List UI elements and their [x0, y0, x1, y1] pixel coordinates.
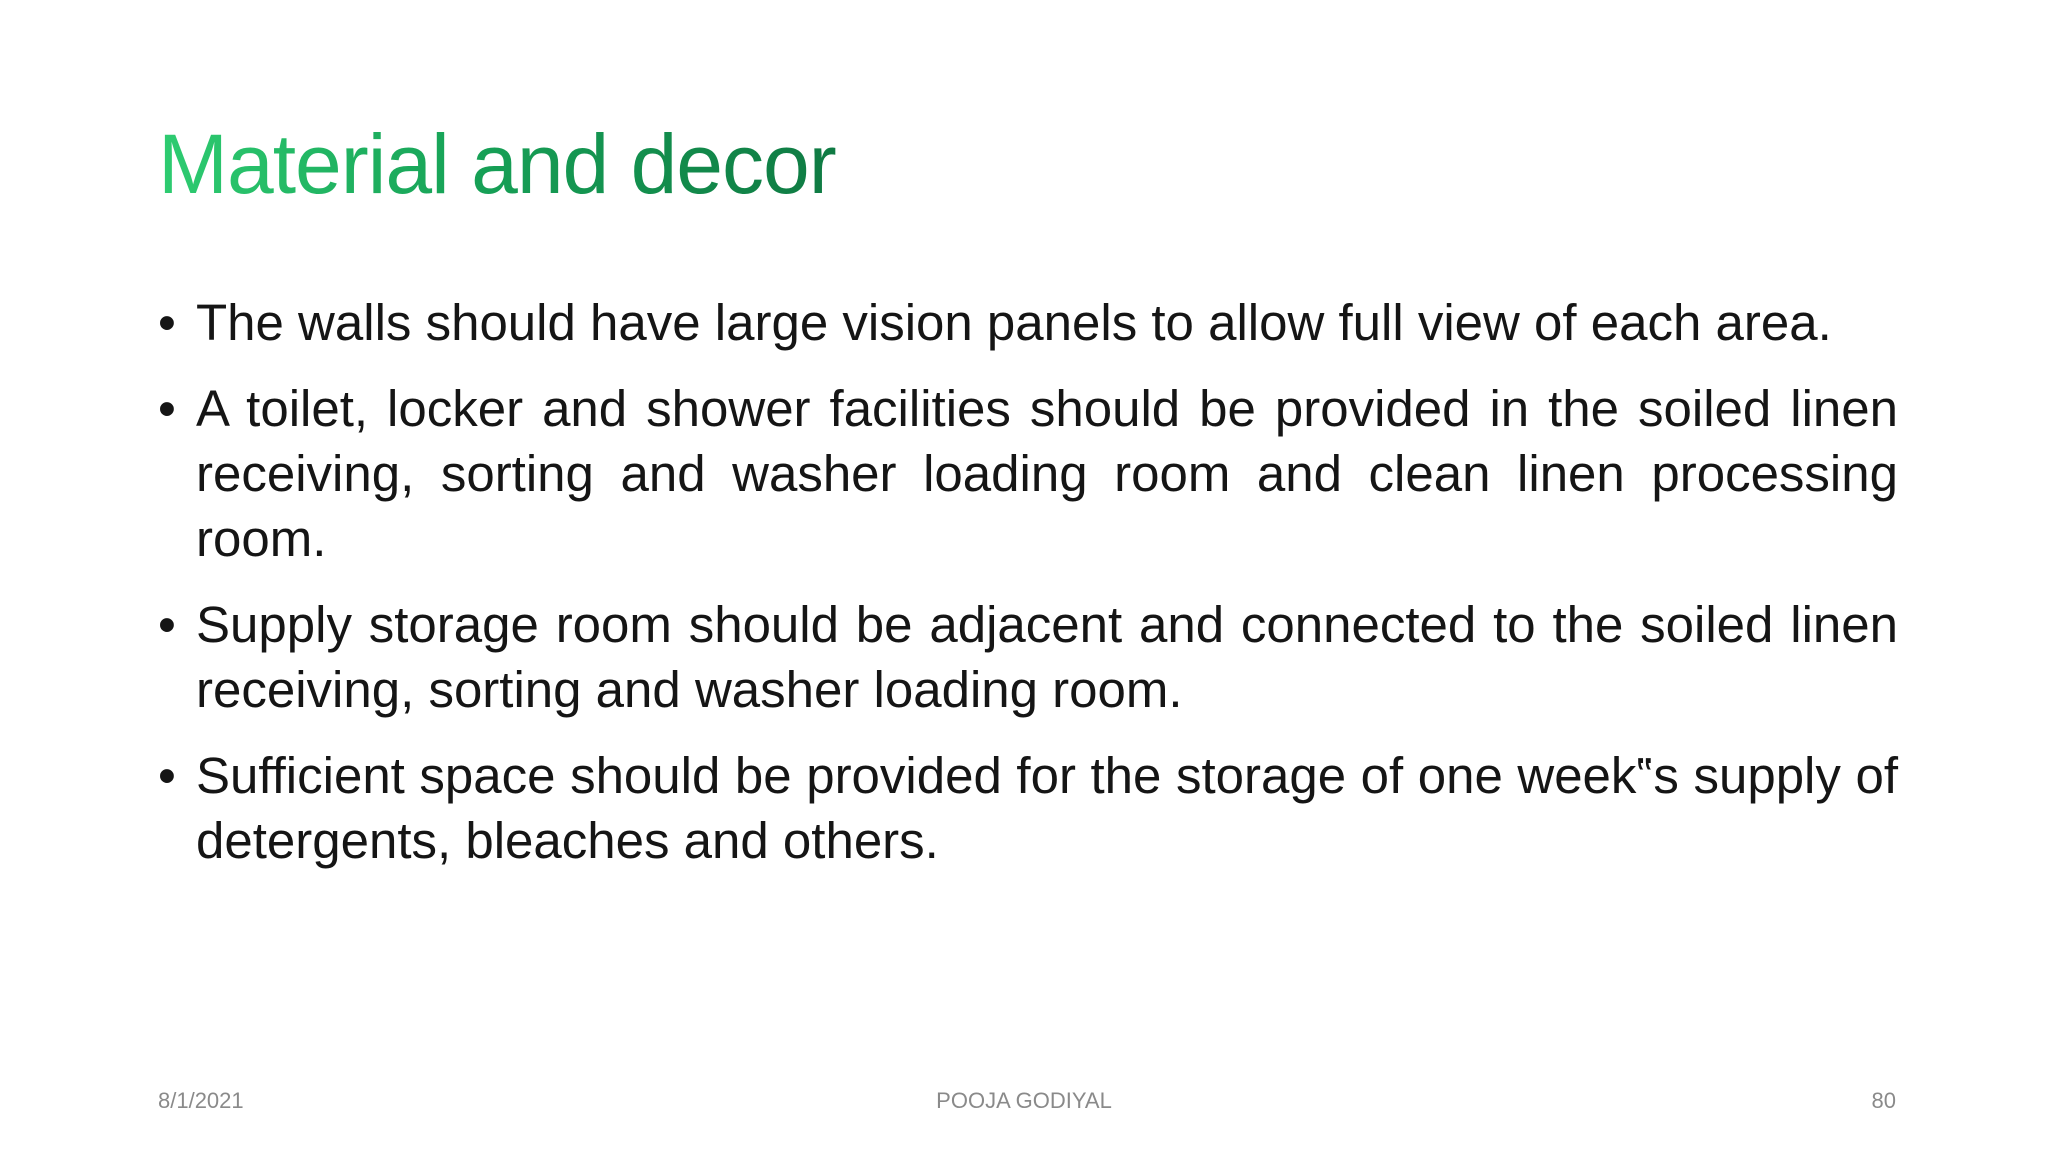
bullet-icon: •: [158, 747, 176, 804]
slide-title: Material and decor: [158, 117, 836, 211]
bullet-list: [158, 290, 1898, 894]
bullet-icon: •: [158, 294, 176, 351]
bullet-text: Supply storage room should be adjacent and connected to the soiled linen receiving, sorting and washer loading room.: [196, 596, 1898, 718]
bullet-item: [158, 592, 1898, 722]
bullet-icon: •: [158, 596, 176, 653]
bullet-item: [158, 376, 1898, 571]
bullet-text: Sufficient space should be provided for the storage of one week‟s supply of detergents, bleaches and others.: [196, 747, 1898, 869]
footer-page-number: 80: [1871, 1088, 1896, 1113]
bullet-icon: •: [158, 380, 176, 437]
bullet-text: A toilet, locker and shower facilities should be provided in the soiled linen receiving, sorting and washer loading room and clean linen processing room.: [196, 380, 1898, 567]
footer-author: POOJA GODIYAL: [936, 1088, 1112, 1113]
bullet-item: [158, 743, 1898, 873]
footer-date: 8/1/2021: [158, 1088, 244, 1113]
bullet-text: The walls should have large vision panels to allow full view of each area.: [196, 294, 1832, 351]
bullet-item: [158, 290, 1898, 355]
